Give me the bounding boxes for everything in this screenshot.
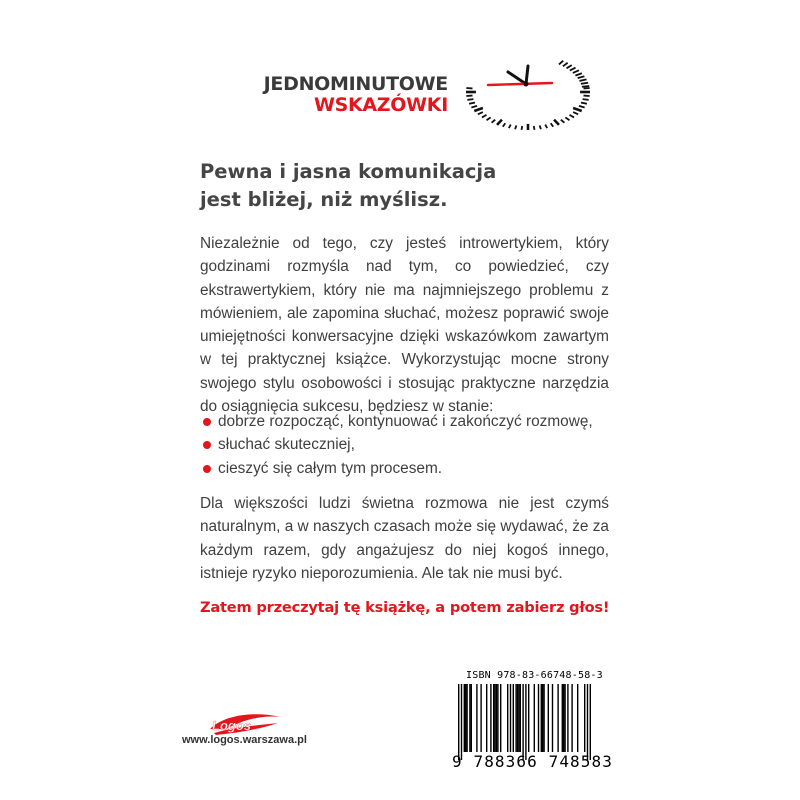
clock-tick <box>540 125 541 129</box>
clock-tick <box>563 63 568 67</box>
clock-tick <box>569 115 574 118</box>
clock-tick <box>579 106 585 108</box>
barcode-bar <box>528 684 529 752</box>
clock-tick <box>492 120 496 123</box>
clock-tick <box>534 126 535 130</box>
barcode-bar <box>563 684 564 752</box>
clock-tick <box>579 79 586 81</box>
clock-tick <box>471 106 477 108</box>
barcode-bar <box>542 684 543 752</box>
publisher-logo <box>204 705 284 737</box>
clock-tick <box>581 83 588 84</box>
clock-tick <box>561 120 565 123</box>
bullet-text: słuchać skuteczniej, <box>218 436 355 454</box>
barcode-bar <box>577 684 578 752</box>
barcode-bar <box>522 684 523 760</box>
barcode-bar <box>480 684 481 752</box>
clock-tick <box>575 73 581 75</box>
ean-digits: 9 788366 748583 <box>452 752 613 771</box>
barcode-bar <box>493 684 494 752</box>
barcode-bar <box>486 684 487 752</box>
barcode-bar <box>515 684 516 752</box>
barcode-bar <box>557 684 558 752</box>
barcode-bar <box>469 684 470 752</box>
clock-tick <box>503 123 506 126</box>
barcode-bar <box>507 684 508 752</box>
clock-tick <box>545 125 547 129</box>
barcode-bar <box>520 684 521 752</box>
clock-tick <box>497 120 502 125</box>
clock-hour-hand <box>508 72 526 84</box>
barcode-bar <box>513 684 514 752</box>
barcode-bar <box>471 684 472 752</box>
clock-tick <box>573 108 582 111</box>
bullet-dot-icon <box>203 465 211 473</box>
call-to-action: Zatem przeczytaj tę książkę, a potem zabierz głos! <box>200 599 610 616</box>
barcode-bar <box>518 684 519 752</box>
clock-tick <box>482 115 487 118</box>
isbn-label: ISBN 978-83-66748-58-3 <box>466 670 603 681</box>
clock-tick <box>573 112 578 114</box>
clock-tick <box>467 99 473 100</box>
clock-tick <box>578 76 585 78</box>
clock-tick <box>478 112 483 114</box>
bullet-text: dobrze rozpocząć, kontynuować i zakończyć rozmowę, <box>218 413 593 430</box>
clock-tick <box>474 108 483 111</box>
clock-second-hand <box>488 83 552 85</box>
barcode-bar <box>552 684 553 752</box>
barcode-bar <box>571 684 572 752</box>
list-item <box>200 433 593 456</box>
barcode-bar <box>510 684 511 752</box>
barcode-bar <box>496 684 497 752</box>
clock-tick <box>570 68 576 71</box>
barcode-bar <box>567 684 568 752</box>
publisher-logo-text: Logos <box>212 718 251 733</box>
barcode-bar <box>584 684 585 752</box>
barcode-bar <box>466 684 467 752</box>
headline-line2: jest bliżej, niż myślisz. <box>200 188 448 211</box>
barcode-bar <box>590 684 591 760</box>
clock-tick <box>551 123 554 126</box>
clock-tick <box>509 125 511 129</box>
clock-tick <box>522 126 523 130</box>
barcode-bar <box>541 684 542 752</box>
bullet-dot-icon <box>203 418 211 426</box>
clock-tick <box>581 103 587 104</box>
series-title-line1: JEDNOMINUTOWE <box>263 73 448 95</box>
clock-tick <box>515 125 516 129</box>
body-paragraph-1: Niezależnie od tego, czy jesteś introwertykiem, który godzinami rozmyśla nad tym, co powiedzieć, czy ekstrawertykiem, który nie ma najmniejszego problemu z mówieniem, ale zapomina słuchać, możesz poprawić swoje umiejętności konwersacyjne dzięki wskazówkom zawartym w tej praktycznej książce. Wykorzystując mocne strony swojego stylu osobowości i stosując praktyczne narzędzia do osiągnięcia sukcesu, będziesz w stanie: <box>200 235 609 416</box>
barcode-bar <box>587 684 588 760</box>
barcode-bar <box>562 684 563 752</box>
headline <box>200 158 640 214</box>
clock-tick <box>559 61 563 65</box>
barcode-bar <box>490 684 491 752</box>
clock-tick <box>565 117 569 120</box>
barcode-bar <box>548 684 549 752</box>
clock-tick <box>567 65 572 68</box>
clock-minute-hand <box>526 66 528 84</box>
clock-center <box>524 82 529 87</box>
barcode-bar <box>538 684 539 752</box>
bullet-text: cieszyć się całym tym procesem. <box>218 459 443 477</box>
barcode-bar <box>458 684 459 760</box>
bullet-list <box>200 410 593 480</box>
clock-tick <box>583 99 589 100</box>
series-title-line2: WSKAZÓWKI <box>313 94 448 116</box>
clock-icon <box>456 52 596 142</box>
barcode-bar <box>461 684 462 760</box>
clock-tick <box>469 103 475 104</box>
clock-tick <box>487 117 491 120</box>
clock-tick <box>582 86 589 87</box>
publisher-url: www.logos.warszawa.pl <box>182 734 307 746</box>
barcode-bar <box>534 684 535 752</box>
headline-line1: Pewna i jasna komunikacja <box>200 160 497 183</box>
barcode-bar <box>476 684 477 752</box>
body-paragraph-2: Dla większości ludzi świetna rozmowa nie jest czymś naturalnym, a w naszych czasach może się wydawać, że za każdym razem, gdy angażujesz do niej kogoś innego, istnieje ryzyko nieporozumienia. Ale tak nie musi być. <box>200 495 609 582</box>
barcode-bar <box>564 684 565 752</box>
clock-tick <box>554 120 559 125</box>
clock-tick <box>573 70 579 73</box>
barcode-bar <box>500 684 501 752</box>
barcode-bar <box>494 684 495 752</box>
barcode-bar <box>525 684 526 760</box>
series-title <box>264 74 448 116</box>
barcode-bar <box>517 684 518 752</box>
barcode-bar <box>464 684 465 752</box>
list-item <box>200 457 593 480</box>
bullet-dot-icon <box>203 441 211 449</box>
barcode-bar <box>465 684 466 752</box>
list-item <box>200 410 593 433</box>
barcode-bar <box>543 684 544 752</box>
barcode-bar <box>497 684 498 752</box>
